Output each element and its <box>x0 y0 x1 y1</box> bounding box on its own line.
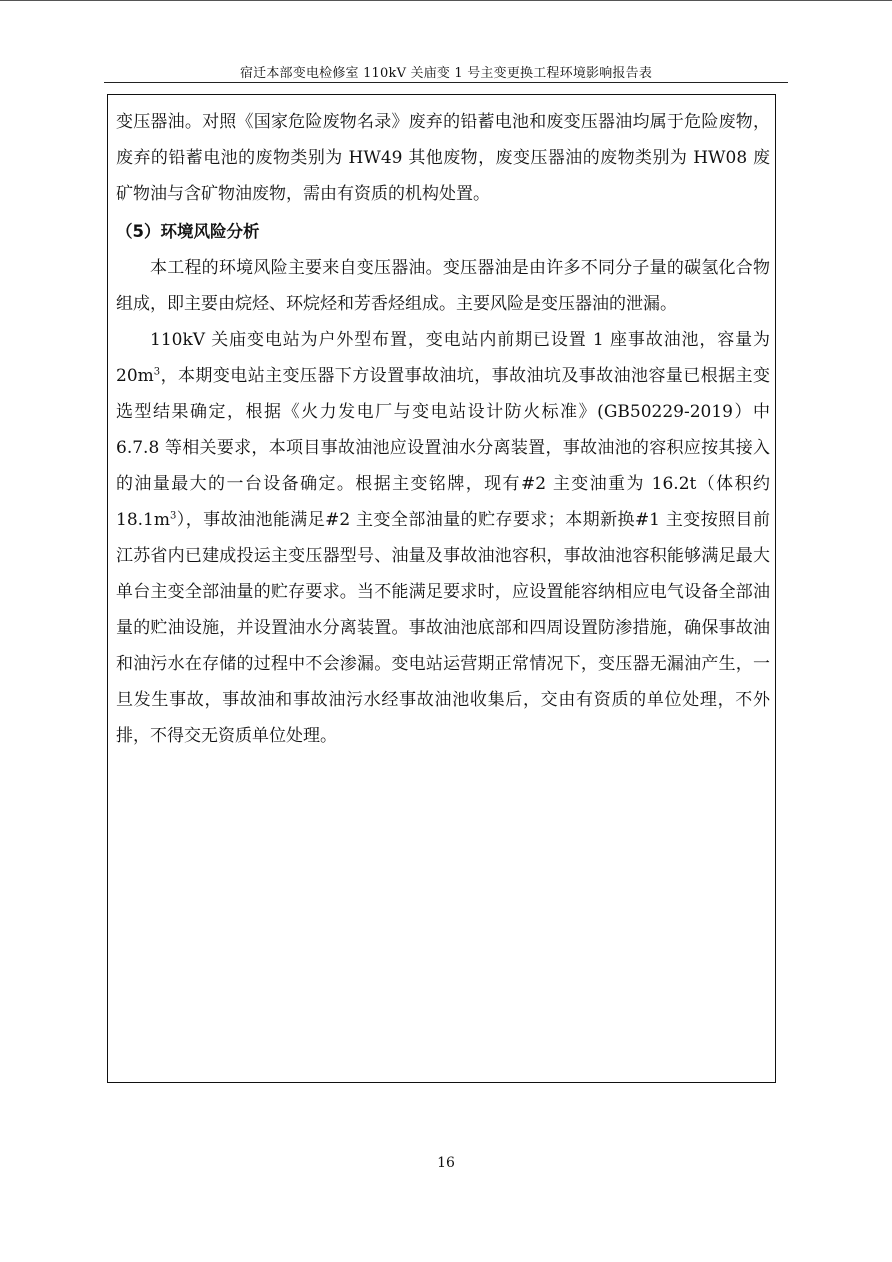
paragraph-oil-pool-part-a: 110kV 关庙变电站为户外型布置，变电站内前期已设置 1 座事故油池，容量为 20m <box>116 330 770 386</box>
paragraph-oil-pool-part-c: ），事故油池能满足#2 主变全部油量的贮存要求；本期新换#1 主变按照目前江苏省内已建成投运主变压器型号、油量及事故油池容积，事故油池容积能够满足最大单台主变全部油量的贮存要求。当不能满足要求时，应设置能容纳相应电气设备全部油量的贮油设施，并设置油水分离装置。事故油池底部和四周设置防渗措施，确保事故油和油污水在存储的过程中不会渗漏。变电站运营期正常情况下，变压器无漏油产生，一旦发生事故，事故油和事故油污水经事故油池收集后，交由有资质的单位处理，不外排，不得交无资质单位处理。 <box>116 510 770 746</box>
content-body <box>116 104 770 754</box>
header-rule <box>104 82 788 83</box>
paragraph-oil-pool <box>116 322 770 754</box>
top-border-line <box>0 0 892 1</box>
section-heading: （5）环境风险分析 <box>116 222 260 241</box>
superscript-3: 3 <box>169 510 177 522</box>
superscript-3: 3 <box>153 366 161 378</box>
page-header: 宿迁本部变电检修室 110kV 关庙变 1 号主变更换工程环境影响报告表 <box>239 66 653 81</box>
page-number: 16 <box>437 1155 455 1171</box>
paragraph-risk-source: 本工程的环境风险主要来自变压器油。变压器油是由许多不同分子量的碳氢化合物组成，即主要由烷烃、环烷烃和芳香烃组成。主要风险是变压器油的泄漏。 <box>116 258 770 314</box>
paragraph-oil-pool-part-b: ，本期变电站主变压器下方设置事故油坑，事故油坑及事故油池容量已根据主变选型结果确定，根据《火力发电厂与变电站设计防火标准》(GB50229-2019）中 6.7.8 等相关要求，本项目事故油池应设置油水分离装置，事故油池的容积应按其接入的油量最大的一台设备确定。根据主变铭牌，现有#2 主变油重为 16.2t（体积约 18.1m <box>116 366 770 530</box>
paragraph-hazardous-waste: 变压器油。对照《国家危险废物名录》废弃的铅蓄电池和废变压器油均属于危险废物，废弃的铅蓄电池的废物类别为 HW49 其他废物，废变压器油的废物类别为 HW08 废矿物油与含矿物油废物，需由有资质的机构处置。 <box>116 112 770 204</box>
